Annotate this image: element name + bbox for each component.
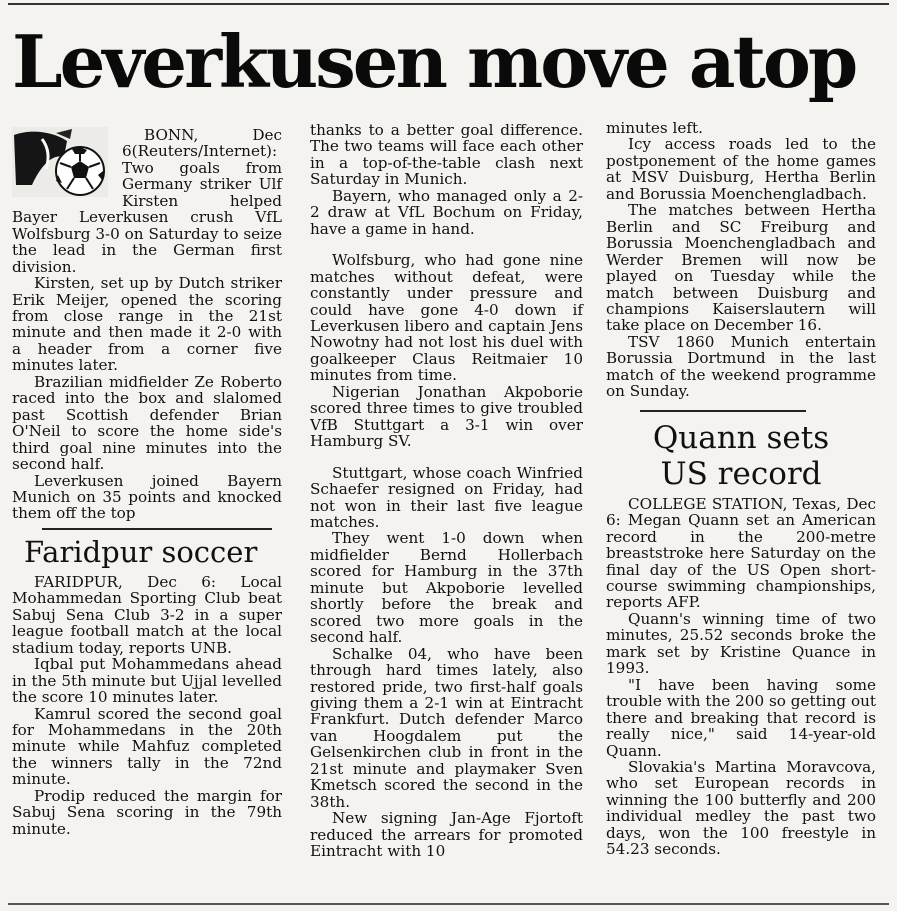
- faridpur-paragraph: Iqbal put Mohammedans ahead in the 5th minute but Ujjal levelled the score 10 minutes later.: [12, 655, 282, 707]
- quann-headline: Quann sets US record: [652, 419, 830, 492]
- faridpur-paragraph: FARIDPUR, Dec 6: Local Mohammedan Sporting Club beat Sabuj Sena Club 3-2 in a super league football match at the local stadium today, reports UNB.: [12, 572, 282, 657]
- faridpur-paragraph: Kamrul scored the second goal for Mohammedans in the 20th minute while Mahfuz completed the winners tally in the 72nd minute.: [12, 704, 282, 789]
- story-paragraph: TSV 1860 Munich entertain Borussia Dortmund in the last match of the weekend programme on Sunday.: [606, 332, 876, 401]
- story-paragraph: Leverkusen joined Bayern Munich on 35 points and knocked them off the top: [12, 471, 282, 523]
- story-paragraph: Wolfsburg, who had gone nine matches without defeat, were constantly under pressure and could have gone 4-0 down if Leverkusen libero and captain Jens Nowotny had not lost his duel with goalkeeper Claus Reitmaier 10 minutes from time.: [310, 251, 583, 385]
- column-1: [12, 127, 282, 837]
- column-2: [310, 122, 583, 859]
- quann-paragraph: Slovakia's Martina Moravcova, who set European records in winning the 100 butterfly and 200 individual medley the past two days, won the 100 freestyle in 54.23 seconds.: [606, 757, 876, 859]
- top-rule: [8, 3, 889, 5]
- story-paragraph: Schalke 04, who have been through hard times lately, also restored pride, two first-half goals giving them a 2-1 win at Eintracht Frankfurt. Dutch defender Marco van Hoogdalem put the Gelsenkirchen club in front in the 21st minute and playmaker Sven Kmetsch scored the second in the 38th.: [310, 644, 583, 811]
- faridpur-headline: Faridpur soccer: [24, 534, 258, 569]
- section-divider: [640, 410, 806, 412]
- column-3: [606, 120, 876, 858]
- faridpur-paragraph: Prodip reduced the margin for Sabuj Sena scoring in the 79th minute.: [12, 786, 282, 838]
- page-headline: Leverkusen move atop: [12, 19, 856, 104]
- story-paragraph: thanks to a better goal difference. The two teams will face each other in a top-of-the-table clash next Saturday in Munich.: [310, 121, 583, 189]
- story-paragraph: Brazilian midfielder Ze Roberto raced into the box and slalomed past Scottish defender Brian O'Neil to score the home side's third goal nine minutes into the second half.: [12, 372, 282, 474]
- story-paragraph: They went 1-0 down when midfielder Bernd Hollerbach scored for Hamburg in the 37th minute but Akpoborie levelled shortly before the break and scored two more goals in the second half.: [310, 529, 583, 647]
- story-paragraph: Kirsten, set up by Dutch striker Erik Meijer, opened the scoring from close range in the 21st minute and then made it 2-0 with a header from a corner five minutes later.: [12, 274, 282, 375]
- soccer-photo: [12, 127, 108, 197]
- story-paragraph: Icy access roads led to the postponement of the home games at MSV Duisburg, Hertha Berlin and Borussia Moenchengladbach.: [606, 135, 876, 203]
- story-paragraph: BONN, Dec 6(Reuters/Internet): Two goals from Germany striker Ulf Kirsten helped Bayer Leverkusen crush VfL Wolfsburg 3-0 on Saturday to seize the lead in the German first division.: [12, 126, 282, 276]
- bottom-rule: [8, 903, 889, 905]
- section-divider: [42, 528, 272, 530]
- story-paragraph: Nigerian Jonathan Akpoborie scored three times to give troubled VfB Stuttgart a 3-1 win over Hamburg SV.: [310, 382, 583, 451]
- quann-paragraph: "I have been having some trouble with the 200 so getting out there and breaking that record is really nice," said 14-year-old Quann.: [606, 675, 876, 760]
- quann-paragraph: COLLEGE STATION, Texas, Dec 6: Megan Quann set an American record in the 200-metre breaststroke here Saturday on the final day of the US Open short-course swimming championships, reports AFP.: [606, 494, 876, 612]
- story-paragraph: The matches between Hertha Berlin and SC Freiburg and Borussia Moenchengladbach and Werder Bremen will now be played on Tuesday while the match between Duisburg and champions Kaiserslautern will take place on December 16.: [606, 201, 876, 335]
- quann-paragraph: Quann's winning time of two minutes, 25.52 seconds broke the mark set by Kristine Quance in 1993.: [606, 609, 876, 678]
- story-paragraph: minutes left.: [606, 119, 703, 137]
- story-paragraph: New signing Jan-Age Fjortoft reduced the arrears for promoted Eintracht with 10: [310, 809, 583, 861]
- story-paragraph: Stuttgart, whose coach Winfried Schaefer resigned on Friday, had not won in their last five league matches.: [310, 463, 583, 531]
- story-paragraph: Bayern, who managed only a 2-2 draw at VfL Bochum on Friday, have a game in hand.: [310, 186, 583, 238]
- soccer-ball-icon: [12, 127, 108, 197]
